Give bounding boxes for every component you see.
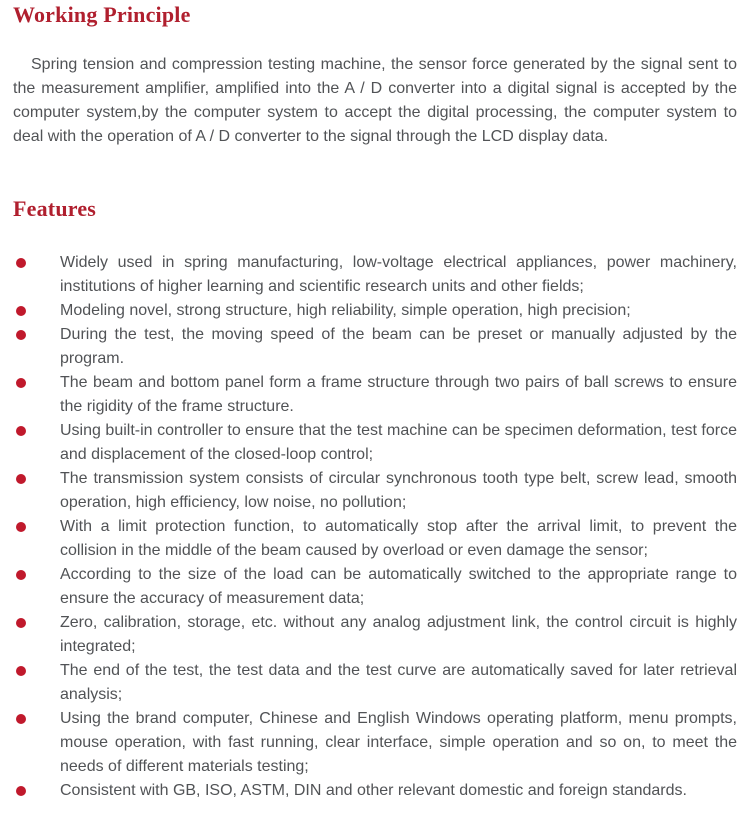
bullet-icon [16,474,26,484]
working-principle-heading: Working Principle [13,2,191,27]
feature-item-text: According to the size of the load can be automatically switched to the appropriate range to ensure the accuracy of measurement data; [60,566,737,607]
feature-item-text: The beam and bottom panel form a frame structure through two pairs of ball screws to ensure the rigidity of the frame structure. [60,374,737,415]
bullet-icon [16,786,26,796]
feature-item [13,707,737,779]
bullet-icon [16,426,26,436]
working-principle-paragraph: Spring tension and compression testing machine, the sensor force generated by the signal sent to the measurement amplifier, amplified into the A / D converter into a digital signal is accepted by the computer system,by the computer system to accept the digital processing, the computer system to deal with the operation of A / D converter to the signal through the LCD display data. [13,56,737,145]
feature-item [13,563,737,611]
bullet-icon [16,330,26,340]
feature-item [13,467,737,515]
feature-item-text: Widely used in spring manufacturing, low-voltage electrical appliances, power machinery, institutions of higher learning and scientific research units and other fields; [60,254,737,295]
feature-item-text: During the test, the moving speed of the beam can be preset or manually adjusted by the program. [60,326,737,367]
bullet-icon [16,378,26,388]
feature-item [13,659,737,707]
feature-item-text: Using the brand computer, Chinese and English Windows operating platform, menu prompts, mouse operation, with fast running, clear interface, simple operation and so on, to meet the needs of different materials testing; [60,710,737,775]
bullet-icon [16,306,26,316]
feature-item [13,419,737,467]
feature-item [13,299,737,323]
feature-item-text: With a limit protection function, to automatically stop after the arrival limit, to prevent the collision in the middle of the beam caused by overload or even damage the sensor; [60,518,737,559]
feature-item [13,515,737,563]
bullet-icon [16,258,26,268]
features-heading: Features [13,196,97,221]
feature-item [13,371,737,419]
feature-item [13,323,737,371]
feature-item-text: Consistent with GB, ISO, ASTM, DIN and other relevant domestic and foreign standards. [60,782,687,799]
bullet-icon [16,666,26,676]
feature-item [13,251,737,299]
feature-item-text: Zero, calibration, storage, etc. without any analog adjustment link, the control circuit is highly integrated; [60,614,737,655]
feature-item [13,611,737,659]
feature-item-text: Using built-in controller to ensure that the test machine can be specimen deformation, test force and displacement of the closed-loop control; [60,422,737,463]
bullet-icon [16,714,26,724]
bullet-icon [16,618,26,628]
feature-item-text: The transmission system consists of circular synchronous tooth type belt, screw lead, smooth operation, high efficiency, low noise, no pollution; [60,470,737,511]
feature-item-text: Modeling novel, strong structure, high reliability, simple operation, high precision; [60,302,631,319]
bullet-icon [16,570,26,580]
bullet-icon [16,522,26,532]
features-list [13,251,737,803]
feature-item [13,779,737,803]
feature-item-text: The end of the test, the test data and the test curve are automatically saved for later retrieval analysis; [60,662,737,703]
